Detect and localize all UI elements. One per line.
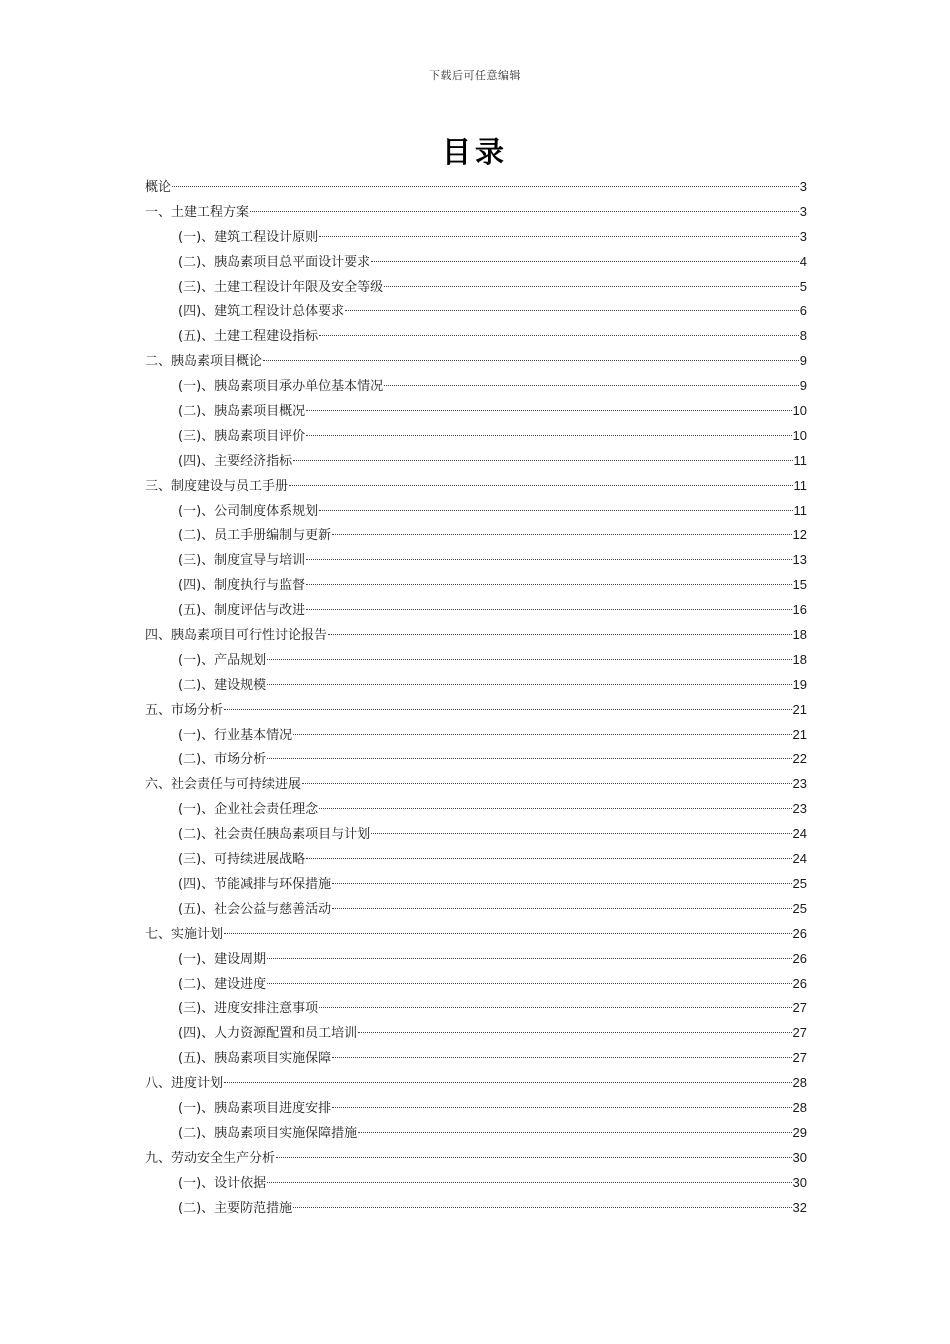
- toc-dot-leader: [306, 435, 791, 436]
- toc-entry[interactable]: [145, 772, 807, 797]
- toc-entry-label: (一)、胰岛素项目承办单位基本情况: [178, 379, 384, 395]
- toc-entry-label: 二、胰岛素项目概论: [145, 354, 263, 370]
- toc-entry-label: (二)、胰岛素项目总平面设计要求: [178, 254, 371, 270]
- toc-entry-page-number: 25: [792, 875, 807, 891]
- toc-entry-label: (三)、土建工程设计年限及安全等级: [178, 279, 384, 295]
- toc-entry-page-number: 18: [792, 651, 807, 667]
- toc-dot-leader: [293, 1207, 791, 1208]
- toc-entry-label: (三)、可持续进展战略: [178, 852, 306, 868]
- toc-entry-label: (二)、主要防范措施: [178, 1200, 293, 1216]
- toc-entry[interactable]: [145, 1196, 807, 1221]
- toc-dot-leader: [267, 758, 791, 759]
- toc-entry-label: 五、市场分析: [145, 702, 224, 718]
- toc-dot-leader: [306, 609, 791, 610]
- toc-entry[interactable]: [145, 797, 807, 822]
- toc-entry-label: 七、实施计划: [145, 926, 224, 942]
- toc-entry-page-number: 24: [792, 851, 807, 867]
- toc-entry-label: (二)、胰岛素项目实施保障措施: [178, 1125, 358, 1141]
- toc-entry[interactable]: [145, 723, 807, 748]
- toc-entry-label: 四、胰岛素项目可行性讨论报告: [145, 628, 328, 644]
- toc-dot-leader: [306, 559, 791, 560]
- toc-entry[interactable]: [145, 747, 807, 772]
- toc-entry-label: (三)、胰岛素项目评价: [178, 428, 306, 444]
- toc-entry-label: (四)、主要经济指标: [178, 453, 293, 469]
- toc-dot-leader: [276, 1157, 792, 1158]
- toc-entry-page-number: 10: [792, 403, 807, 419]
- toc-entry[interactable]: [145, 847, 807, 872]
- toc-entry-page-number: 10: [792, 427, 807, 443]
- toc-entry-page-number: 30: [792, 1174, 807, 1190]
- toc-entry-label: (一)、企业社会责任理念: [178, 802, 319, 818]
- toc-entry[interactable]: [145, 374, 807, 399]
- toc-dot-leader: [319, 808, 791, 809]
- toc-entry[interactable]: [145, 1171, 807, 1196]
- toc-entry[interactable]: [145, 573, 807, 598]
- toc-entry-page-number: 26: [792, 925, 807, 941]
- toc-entry[interactable]: [145, 1021, 807, 1046]
- toc-entry-page-number: 25: [792, 900, 807, 916]
- toc-dot-leader: [172, 186, 799, 187]
- toc-entry-page-number: 26: [792, 975, 807, 991]
- toc-entry-page-number: 13: [792, 552, 807, 568]
- toc-entry[interactable]: [145, 399, 807, 424]
- toc-entry[interactable]: [145, 324, 807, 349]
- toc-dot-leader: [306, 858, 791, 859]
- toc-entry-page-number: 9: [799, 378, 807, 394]
- toc-entry[interactable]: [145, 648, 807, 673]
- toc-entry[interactable]: [145, 1096, 807, 1121]
- toc-entry-label: (二)、市场分析: [178, 752, 267, 768]
- toc-entry-page-number: 12: [792, 527, 807, 543]
- toc-entry[interactable]: [145, 1046, 807, 1071]
- toc-entry-label: (一)、设计依据: [178, 1175, 267, 1191]
- toc-entry-page-number: 8: [799, 328, 807, 344]
- toc-entry-page-number: 27: [792, 1000, 807, 1016]
- toc-entry-label: (一)、行业基本情况: [178, 727, 293, 743]
- toc-entry[interactable]: [145, 1071, 807, 1096]
- toc-entry[interactable]: [145, 474, 807, 499]
- toc-dot-leader: [332, 534, 791, 535]
- toc-entry[interactable]: [145, 972, 807, 997]
- toc-entry-page-number: 21: [792, 726, 807, 742]
- toc-entry-page-number: 3: [799, 203, 807, 219]
- toc-entry[interactable]: [145, 349, 807, 374]
- toc-entry-page-number: 16: [792, 602, 807, 618]
- toc-entry[interactable]: [145, 822, 807, 847]
- toc-entry[interactable]: [145, 449, 807, 474]
- toc-entry-label: (五)、土建工程建设指标: [178, 329, 319, 345]
- toc-entry-page-number: 32: [792, 1199, 807, 1215]
- toc-dot-leader: [267, 983, 791, 984]
- toc-entry[interactable]: [145, 996, 807, 1021]
- header-note: 下载后可任意编辑: [429, 69, 521, 82]
- toc-dot-leader: [302, 783, 792, 784]
- toc-entry[interactable]: [145, 299, 807, 324]
- toc-entry-page-number: 11: [793, 477, 807, 493]
- toc-dot-leader: [358, 1032, 791, 1033]
- toc-entry-label: (五)、社会公益与慈善活动: [178, 901, 332, 917]
- toc-entry-page-number: 22: [792, 751, 807, 767]
- toc-entry-page-number: 15: [792, 577, 807, 593]
- toc-entry-label: (四)、节能减排与环保措施: [178, 876, 332, 892]
- toc-entry-label: (一)、建筑工程设计原则: [178, 229, 319, 245]
- toc-entry-label: 一、土建工程方案: [145, 204, 250, 220]
- toc-dot-leader: [332, 908, 791, 909]
- toc-entry[interactable]: [145, 897, 807, 922]
- toc-dot-leader: [319, 335, 799, 336]
- toc-dot-leader: [267, 684, 791, 685]
- toc-entry[interactable]: [145, 499, 807, 524]
- toc-entry-page-number: 5: [799, 278, 807, 294]
- toc-entry[interactable]: [145, 1121, 807, 1146]
- toc-entry[interactable]: [145, 200, 807, 225]
- toc-dot-leader: [319, 236, 799, 237]
- toc-dot-leader: [332, 883, 791, 884]
- toc-entry-page-number: 18: [792, 627, 807, 643]
- toc-entry-page-number: 28: [792, 1099, 807, 1115]
- toc-entry-page-number: 3: [799, 179, 807, 194]
- toc-entry-label: 六、社会责任与可持续进展: [145, 777, 302, 793]
- toc-entry-label: (二)、员工手册编制与更新: [178, 528, 332, 544]
- toc-entry-page-number: 27: [792, 1025, 807, 1041]
- toc-entry-label: (一)、建设周期: [178, 951, 267, 967]
- toc-dot-leader: [319, 510, 792, 511]
- toc-dot-leader: [267, 958, 791, 959]
- toc-entry-page-number: 3: [799, 228, 807, 244]
- toc-entry-page-number: 24: [792, 826, 807, 842]
- toc-dot-leader: [306, 584, 791, 585]
- toc-entry-label: 概论: [145, 180, 172, 195]
- toc-entry-label: (三)、制度宣导与培训: [178, 553, 306, 569]
- toc-entry[interactable]: [145, 275, 807, 300]
- toc-dot-leader: [293, 734, 791, 735]
- toc-dot-leader: [384, 385, 799, 386]
- toc-entry[interactable]: [145, 523, 807, 548]
- toc-entry[interactable]: [145, 947, 807, 972]
- toc-dot-leader: [332, 1107, 791, 1108]
- toc-entry[interactable]: [145, 598, 807, 623]
- toc-dot-leader: [306, 410, 791, 411]
- toc-entry-label: (二)、社会责任胰岛素项目与计划: [178, 827, 371, 843]
- toc-entry[interactable]: [145, 922, 807, 947]
- toc-entry[interactable]: [145, 424, 807, 449]
- toc-dot-leader: [224, 709, 792, 710]
- toc-entry[interactable]: [145, 872, 807, 897]
- toc-entry-page-number: 11: [793, 502, 807, 518]
- toc-entry-page-number: 23: [792, 776, 807, 792]
- toc-entry-label: (五)、制度评估与改进: [178, 603, 306, 619]
- toc-entry-label: (三)、进度安排注意事项: [178, 1001, 319, 1017]
- toc-entry-label: (四)、建筑工程设计总体要求: [178, 304, 345, 320]
- toc-entry[interactable]: [145, 548, 807, 573]
- toc-dot-leader: [384, 286, 799, 287]
- toc-entry-page-number: 26: [792, 950, 807, 966]
- toc-entry-label: (一)、胰岛素项目进度安排: [178, 1100, 332, 1116]
- toc-entry-label: 三、制度建设与员工手册: [145, 478, 289, 494]
- table-of-contents: [145, 175, 807, 1220]
- toc-dot-leader: [371, 261, 799, 262]
- toc-entry-page-number: 29: [792, 1124, 807, 1140]
- toc-entry-label: 八、进度计划: [145, 1076, 224, 1092]
- toc-entry[interactable]: [145, 175, 807, 200]
- toc-entry-page-number: 23: [792, 801, 807, 817]
- toc-dot-leader: [263, 360, 799, 361]
- toc-entry[interactable]: [145, 673, 807, 698]
- toc-entry[interactable]: [145, 250, 807, 275]
- toc-dot-leader: [250, 211, 799, 212]
- toc-dot-leader: [267, 659, 791, 660]
- toc-entry[interactable]: [145, 1146, 807, 1171]
- toc-entry-page-number: 28: [792, 1075, 807, 1091]
- toc-dot-leader: [224, 1082, 792, 1083]
- toc-entry-label: (二)、胰岛素项目概况: [178, 404, 306, 420]
- toc-entry-page-number: 19: [792, 676, 807, 692]
- toc-entry-page-number: 4: [799, 253, 807, 269]
- toc-dot-leader: [267, 1182, 791, 1183]
- toc-dot-leader: [345, 310, 799, 311]
- toc-entry[interactable]: [145, 623, 807, 648]
- toc-dot-leader: [328, 634, 792, 635]
- toc-entry[interactable]: [145, 225, 807, 250]
- toc-entry-label: (四)、人力资源配置和员工培训: [178, 1026, 358, 1042]
- toc-entry-page-number: 30: [792, 1149, 807, 1165]
- toc-entry-label: (一)、公司制度体系规划: [178, 503, 319, 519]
- toc-dot-leader: [358, 1132, 791, 1133]
- toc-entry[interactable]: [145, 698, 807, 723]
- toc-entry-page-number: 27: [792, 1050, 807, 1066]
- toc-entry-page-number: 11: [793, 452, 807, 468]
- toc-entry-label: (五)、胰岛素项目实施保障: [178, 1051, 332, 1067]
- toc-dot-leader: [319, 1007, 791, 1008]
- toc-entry-label: (一)、产品规划: [178, 652, 267, 668]
- toc-dot-leader: [224, 933, 792, 934]
- toc-entry-label: (四)、制度执行与监督: [178, 578, 306, 594]
- toc-dot-leader: [289, 485, 792, 486]
- toc-entry-page-number: 21: [792, 701, 807, 717]
- toc-entry-label: 九、劳动安全生产分析: [145, 1150, 276, 1166]
- toc-dot-leader: [293, 460, 792, 461]
- toc-entry-label: (二)、建设规模: [178, 677, 267, 693]
- toc-dot-leader: [332, 1057, 791, 1058]
- page-title: 目录: [441, 135, 508, 169]
- toc-entry-page-number: 9: [799, 353, 807, 369]
- toc-entry-label: (二)、建设进度: [178, 976, 267, 992]
- toc-entry-page-number: 6: [799, 303, 807, 319]
- toc-dot-leader: [371, 833, 791, 834]
